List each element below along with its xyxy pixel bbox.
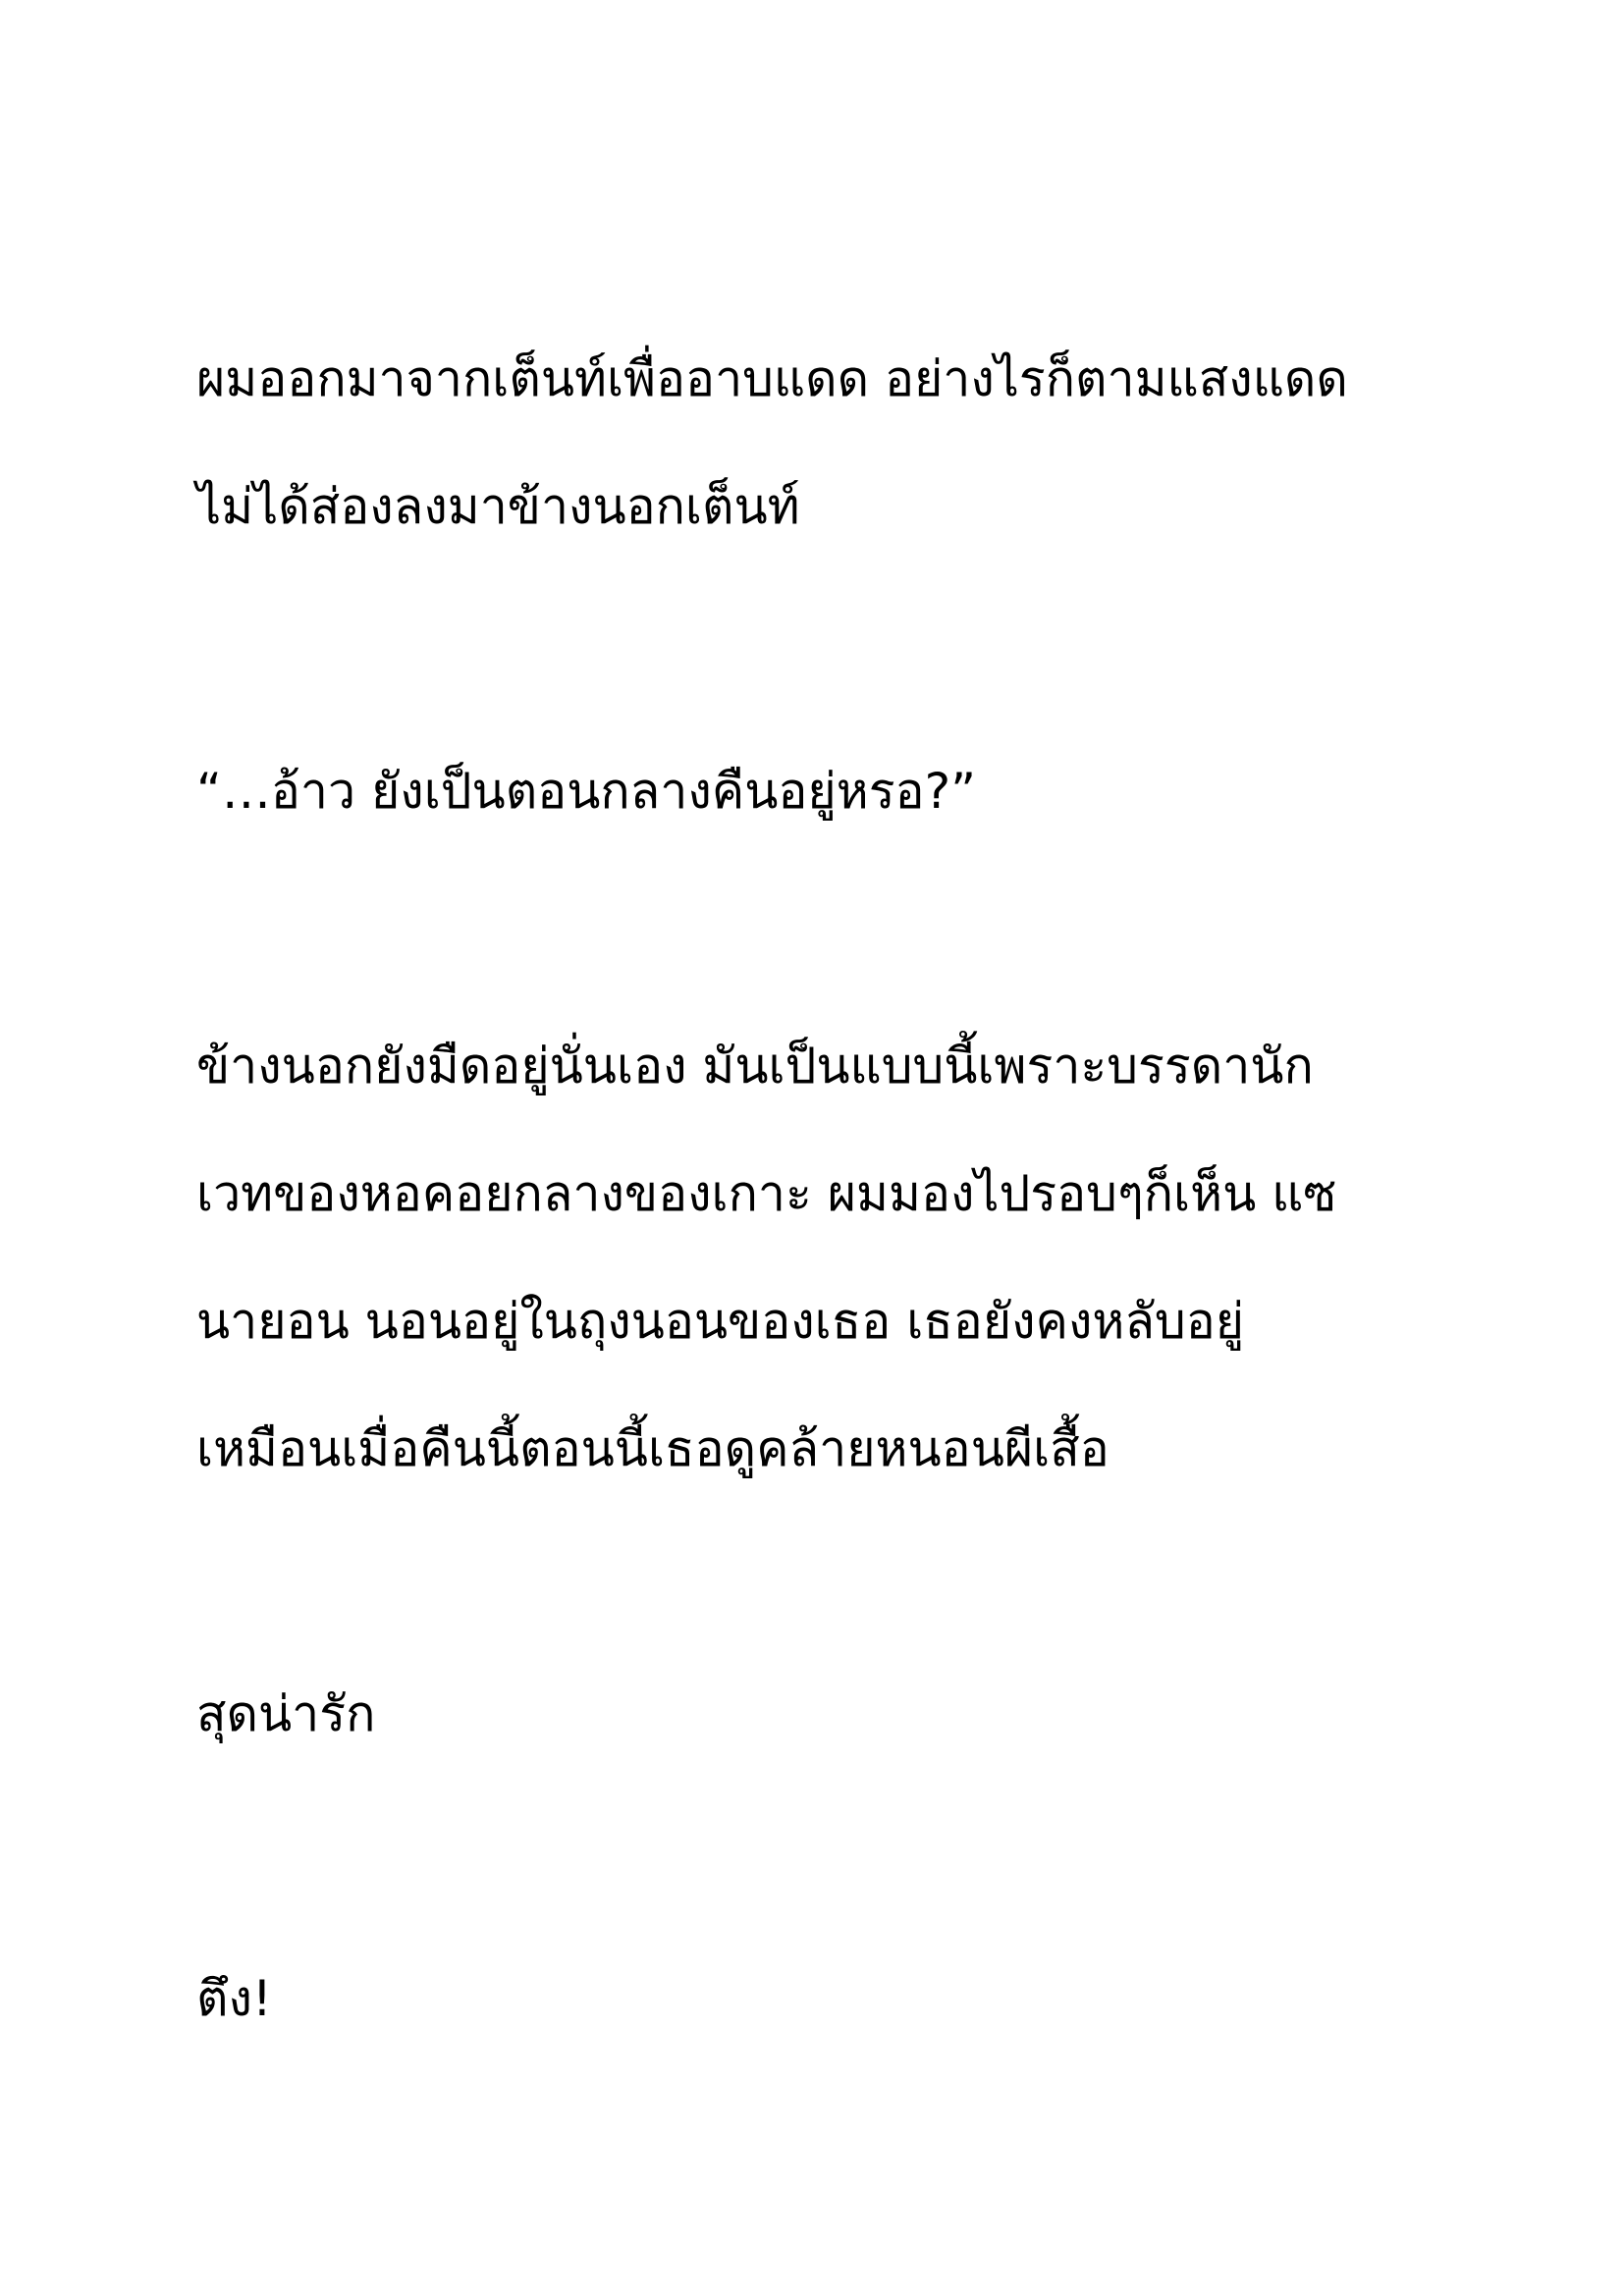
sound-effect-line: ตึง! — [196, 1970, 272, 2027]
paragraph-4-line-1: สุดน่ารัก — [196, 1685, 376, 1742]
paragraph-3-line-3: นายอน นอนอยู่ในถุงนอนของเธอ เธอยังคงหลับอยู่ — [196, 1293, 1245, 1350]
paragraph-1-line-2: ไม่ได้ส่องลงมาข้างนอกเต็นท์ — [196, 478, 800, 535]
paragraph-3-line-1: ข้างนอกยังมืดอยู่นั่นเอง มันเป็นแบบนี้เพราะบรรดานัก — [196, 1038, 1314, 1095]
paragraph-1-line-1: ผมออกมาจากเต็นท์เพื่ออาบแดด อย่างไรก็ตามแสงแดด — [196, 350, 1348, 407]
dialogue-line: “…อ้าว ยังเป็นตอนกลางคืนอยู่หรอ?” — [196, 763, 977, 820]
paragraph-3-line-2: เวทของหอคอยกลางของเกาะ ผมมองไปรอบๆก็เห็น แซ — [196, 1165, 1337, 1222]
paragraph-3-line-4: เหมือนเมื่อคืนนี้ตอนนี้เธอดูคล้ายหนอนผีเสื้อ — [196, 1420, 1110, 1477]
